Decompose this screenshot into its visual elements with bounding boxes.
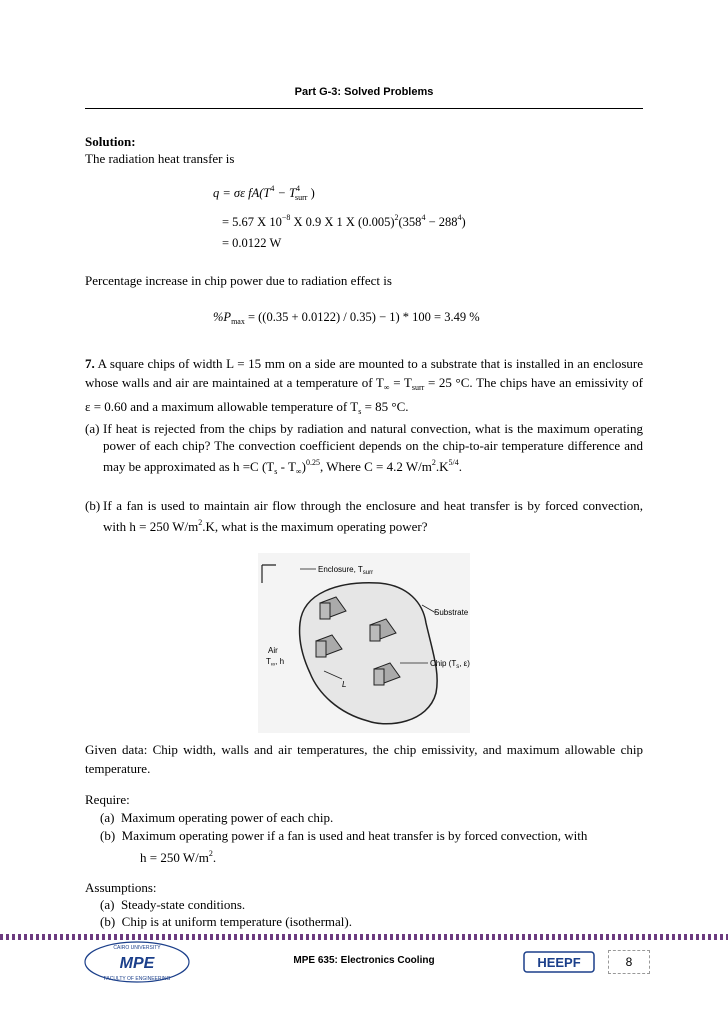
eq2-e: ): [461, 215, 466, 229]
page-header-title: Part G-3: Solved Problems: [294, 86, 434, 98]
eq3: = 0.0122 W: [222, 236, 282, 250]
problem-number: 7.: [85, 356, 95, 371]
percentage-intro: Percentage increase in chip power due to radiation effect is: [85, 273, 392, 288]
enclosure-diagram: [258, 553, 470, 733]
qa-s: s: [274, 467, 278, 476]
qb-text2: .K, what is the maximum operating power?: [202, 519, 428, 534]
question-b-label: (b): [85, 498, 101, 513]
require-a-text: Maximum operating power of each chip.: [120, 810, 334, 825]
eq2-b: X 0.9 X 1 X (0.005): [290, 215, 395, 229]
solution-intro: The radiation heat transfer is: [85, 151, 235, 166]
qb-two: 2: [198, 518, 203, 527]
problem-text-b: = T: [389, 375, 412, 390]
solution-heading: Solution:: [85, 134, 136, 149]
require-b-text: Maximum operating power if a fan is used and heat transfer is by forced convection, with: [121, 828, 588, 843]
require-b-label: (b): [100, 828, 116, 843]
require-a-label: (a): [100, 810, 115, 825]
require-b-end: .: [212, 850, 217, 865]
assumption-a: [100, 896, 245, 914]
qa-text4: , Where C = 4.2 W/m: [319, 459, 432, 474]
svg-text:HEEPF: HEEPF: [537, 955, 581, 970]
eq1-end: ): [307, 186, 315, 200]
problem-text-d: = 85 °C.: [361, 399, 409, 414]
assumptions-heading: Assumptions:: [85, 880, 157, 895]
equation-result: [222, 236, 281, 251]
equation-numeric: = 5.67 X $10^{-8}$ X 0.9 X 1 X $(0.005)^2(358^4 - 288^4)$: [222, 213, 466, 229]
chip-label: Chip ($T_s$, ε): [430, 659, 470, 670]
eq2-a: = 5.67 X 10: [222, 215, 282, 229]
assumption-a-label: (a): [100, 897, 115, 912]
equation-percentage: [213, 310, 480, 326]
qa-text6: .: [458, 459, 462, 474]
eq2-d: − 288: [425, 215, 458, 229]
require-item-a: [100, 809, 333, 827]
question-a-label: (a): [85, 421, 100, 436]
qa-text3: ): [301, 459, 306, 474]
eq2-c: (358: [398, 215, 422, 229]
pct-lhs: %P: [213, 310, 232, 324]
assumption-b-label: (b): [100, 914, 116, 929]
eq1-main: q = σε fA(T: [213, 186, 271, 200]
require-heading: Require:: [85, 792, 130, 807]
pct-rhs: = ((0.35 + 0.0122) / 0.35) − 1) * 100 = 3.49 %: [244, 310, 480, 324]
svg-text:MPE: MPE: [119, 955, 155, 972]
require-item-b-cont: [140, 845, 216, 867]
problem-s: s: [358, 407, 362, 416]
page-number: 8: [608, 950, 650, 974]
question-b: [85, 497, 643, 535]
problem-7-statement: [85, 354, 643, 421]
eq2-exp: −8: [281, 213, 291, 222]
assumption-b: [100, 913, 352, 931]
assumption-b-text: Chip is at uniform temperature (isothermal).: [121, 914, 352, 929]
footer-course-title: MPE 635: Electronics Cooling: [293, 955, 435, 966]
substrate-label: Substrate: [434, 608, 469, 617]
svg-text:FACULTY OF ENGINEERING: FACULTY OF ENGINEERING: [103, 976, 171, 982]
eq1-tail: − T: [274, 186, 297, 200]
qa-text2: - T: [277, 459, 296, 474]
equation-q: q = σε $fA(T^4 - T^4_{surr}$ ): [213, 184, 315, 202]
problem-inf: ∞: [383, 383, 390, 392]
header-rule: [85, 108, 643, 109]
given-data: Given data: Chip width, walls and air temperatures, the chip emissivity, and maximum allowable chip temperature.: [85, 742, 643, 776]
qa-text1: If heat is rejected from the chips by radiation and natural convection, what is the maximum operating power of each chip? The convection coefficient depends on the chip-to-air temperature difference and may be approximated as h =C (T: [103, 421, 643, 474]
width-label: L: [342, 680, 347, 689]
require-b-two: 2: [208, 849, 213, 858]
enclosure-label: Enclosure, $T_{surr}$: [318, 565, 374, 576]
qa-text5: .K: [435, 459, 449, 474]
assumption-a-text: Steady-state conditions.: [120, 897, 246, 912]
pct-sub: max: [231, 317, 245, 326]
svg-text:CAIRO UNIVERSITY: CAIRO UNIVERSITY: [113, 945, 161, 951]
require-item-b: [100, 827, 643, 845]
problem-text-a: A square chips of width L = 15 mm on a side are mounted to a substrate that is installed in an enclosure whose walls and air are maintained at a temperature of T: [85, 356, 643, 390]
require-b-cont: h = 250 W/m: [140, 850, 209, 865]
qa-inf: ∞: [295, 467, 302, 476]
qb-text1: If a fan is used to maintain air flow through the enclosure and heat transfer is by forced convection, with h = 250 W/m: [103, 498, 643, 534]
question-a: [85, 420, 643, 480]
heepf-logo: [520, 944, 600, 980]
qa-exp: 0.25: [305, 458, 320, 467]
qa-exp2: 5/4: [448, 458, 459, 467]
qa-two: 2: [431, 458, 436, 467]
eq1-sub: surr: [295, 193, 308, 202]
problem-text-c: = 25 °C. The chips have an emissivity of ε = 0.60 and a maximum allowable temperature of T: [85, 375, 643, 414]
problem-surr: surr: [411, 383, 425, 392]
air-props-label: $T_\infty$, h: [266, 657, 285, 668]
air-label: Air: [268, 646, 278, 655]
